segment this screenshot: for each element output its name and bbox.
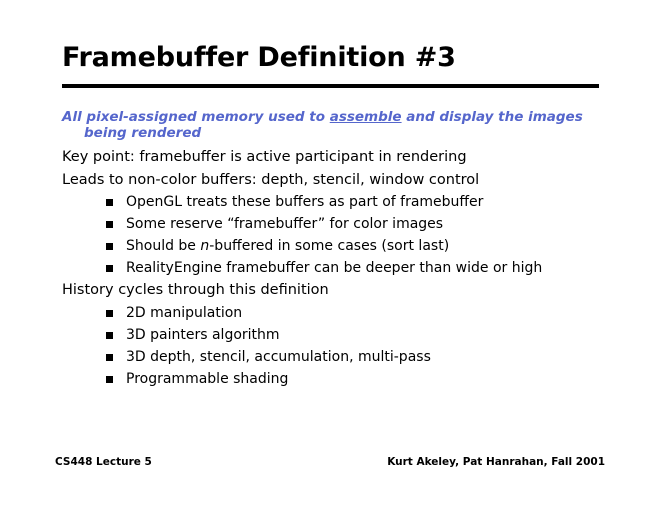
list-item-label: Programmable shading — [126, 370, 289, 387]
italic-variable: n — [200, 238, 210, 254]
list-item-label: Some reserve “framebuffer” for color images — [126, 216, 444, 232]
list-item: Leads to non-color buffers: depth, stencil, window control — [62, 171, 480, 188]
subtitle-pre-text: All pixel-assigned memory used to — [62, 109, 330, 125]
subtitle-line-2: being rendered — [84, 124, 202, 141]
list-item — [62, 239, 622, 253]
list-item — [62, 217, 622, 231]
square-bullet-icon — [106, 265, 113, 272]
list-item: Key point: framebuffer is active participant in rendering — [62, 149, 467, 165]
list-item — [62, 350, 622, 364]
footer-authors-label: Kurt Akeley, Pat Hanrahan, Fall 2001 — [387, 456, 605, 468]
list-item-label: RealityEngine framebuffer can be deeper than wide or high — [126, 260, 543, 276]
slide-subtitle — [62, 110, 607, 142]
list-item — [62, 306, 622, 320]
square-bullet-icon — [106, 221, 113, 228]
list-item — [62, 261, 622, 275]
subtitle-underlined-word: assemble — [329, 109, 402, 125]
list-item — [62, 372, 622, 386]
square-bullet-icon — [106, 199, 113, 206]
list-item — [62, 328, 622, 342]
list-item-label: 3D painters algorithm — [126, 326, 280, 343]
square-bullet-icon — [106, 332, 113, 339]
bullet-list — [62, 150, 622, 394]
title-divider — [62, 84, 599, 88]
square-bullet-icon — [106, 243, 113, 250]
subtitle-post-text: and display the images — [401, 109, 583, 125]
list-item-label: 3D depth, stencil, accumulation, multi-pass — [126, 348, 431, 365]
list-item-label: 2D manipulation — [126, 304, 243, 321]
list-item-label: Should be n-buffered in some cases (sort last) — [126, 238, 450, 254]
list-item: History cycles through this definition — [62, 282, 329, 298]
footer-course-label: CS448 Lecture 5 — [55, 456, 152, 468]
square-bullet-icon — [106, 310, 113, 317]
list-item-label: OpenGL treats these buffers as part of framebuffer — [126, 194, 484, 210]
square-bullet-icon — [106, 376, 113, 383]
list-item — [62, 195, 622, 209]
square-bullet-icon — [106, 354, 113, 361]
page-title: Framebuffer Definition #3 — [62, 42, 456, 73]
